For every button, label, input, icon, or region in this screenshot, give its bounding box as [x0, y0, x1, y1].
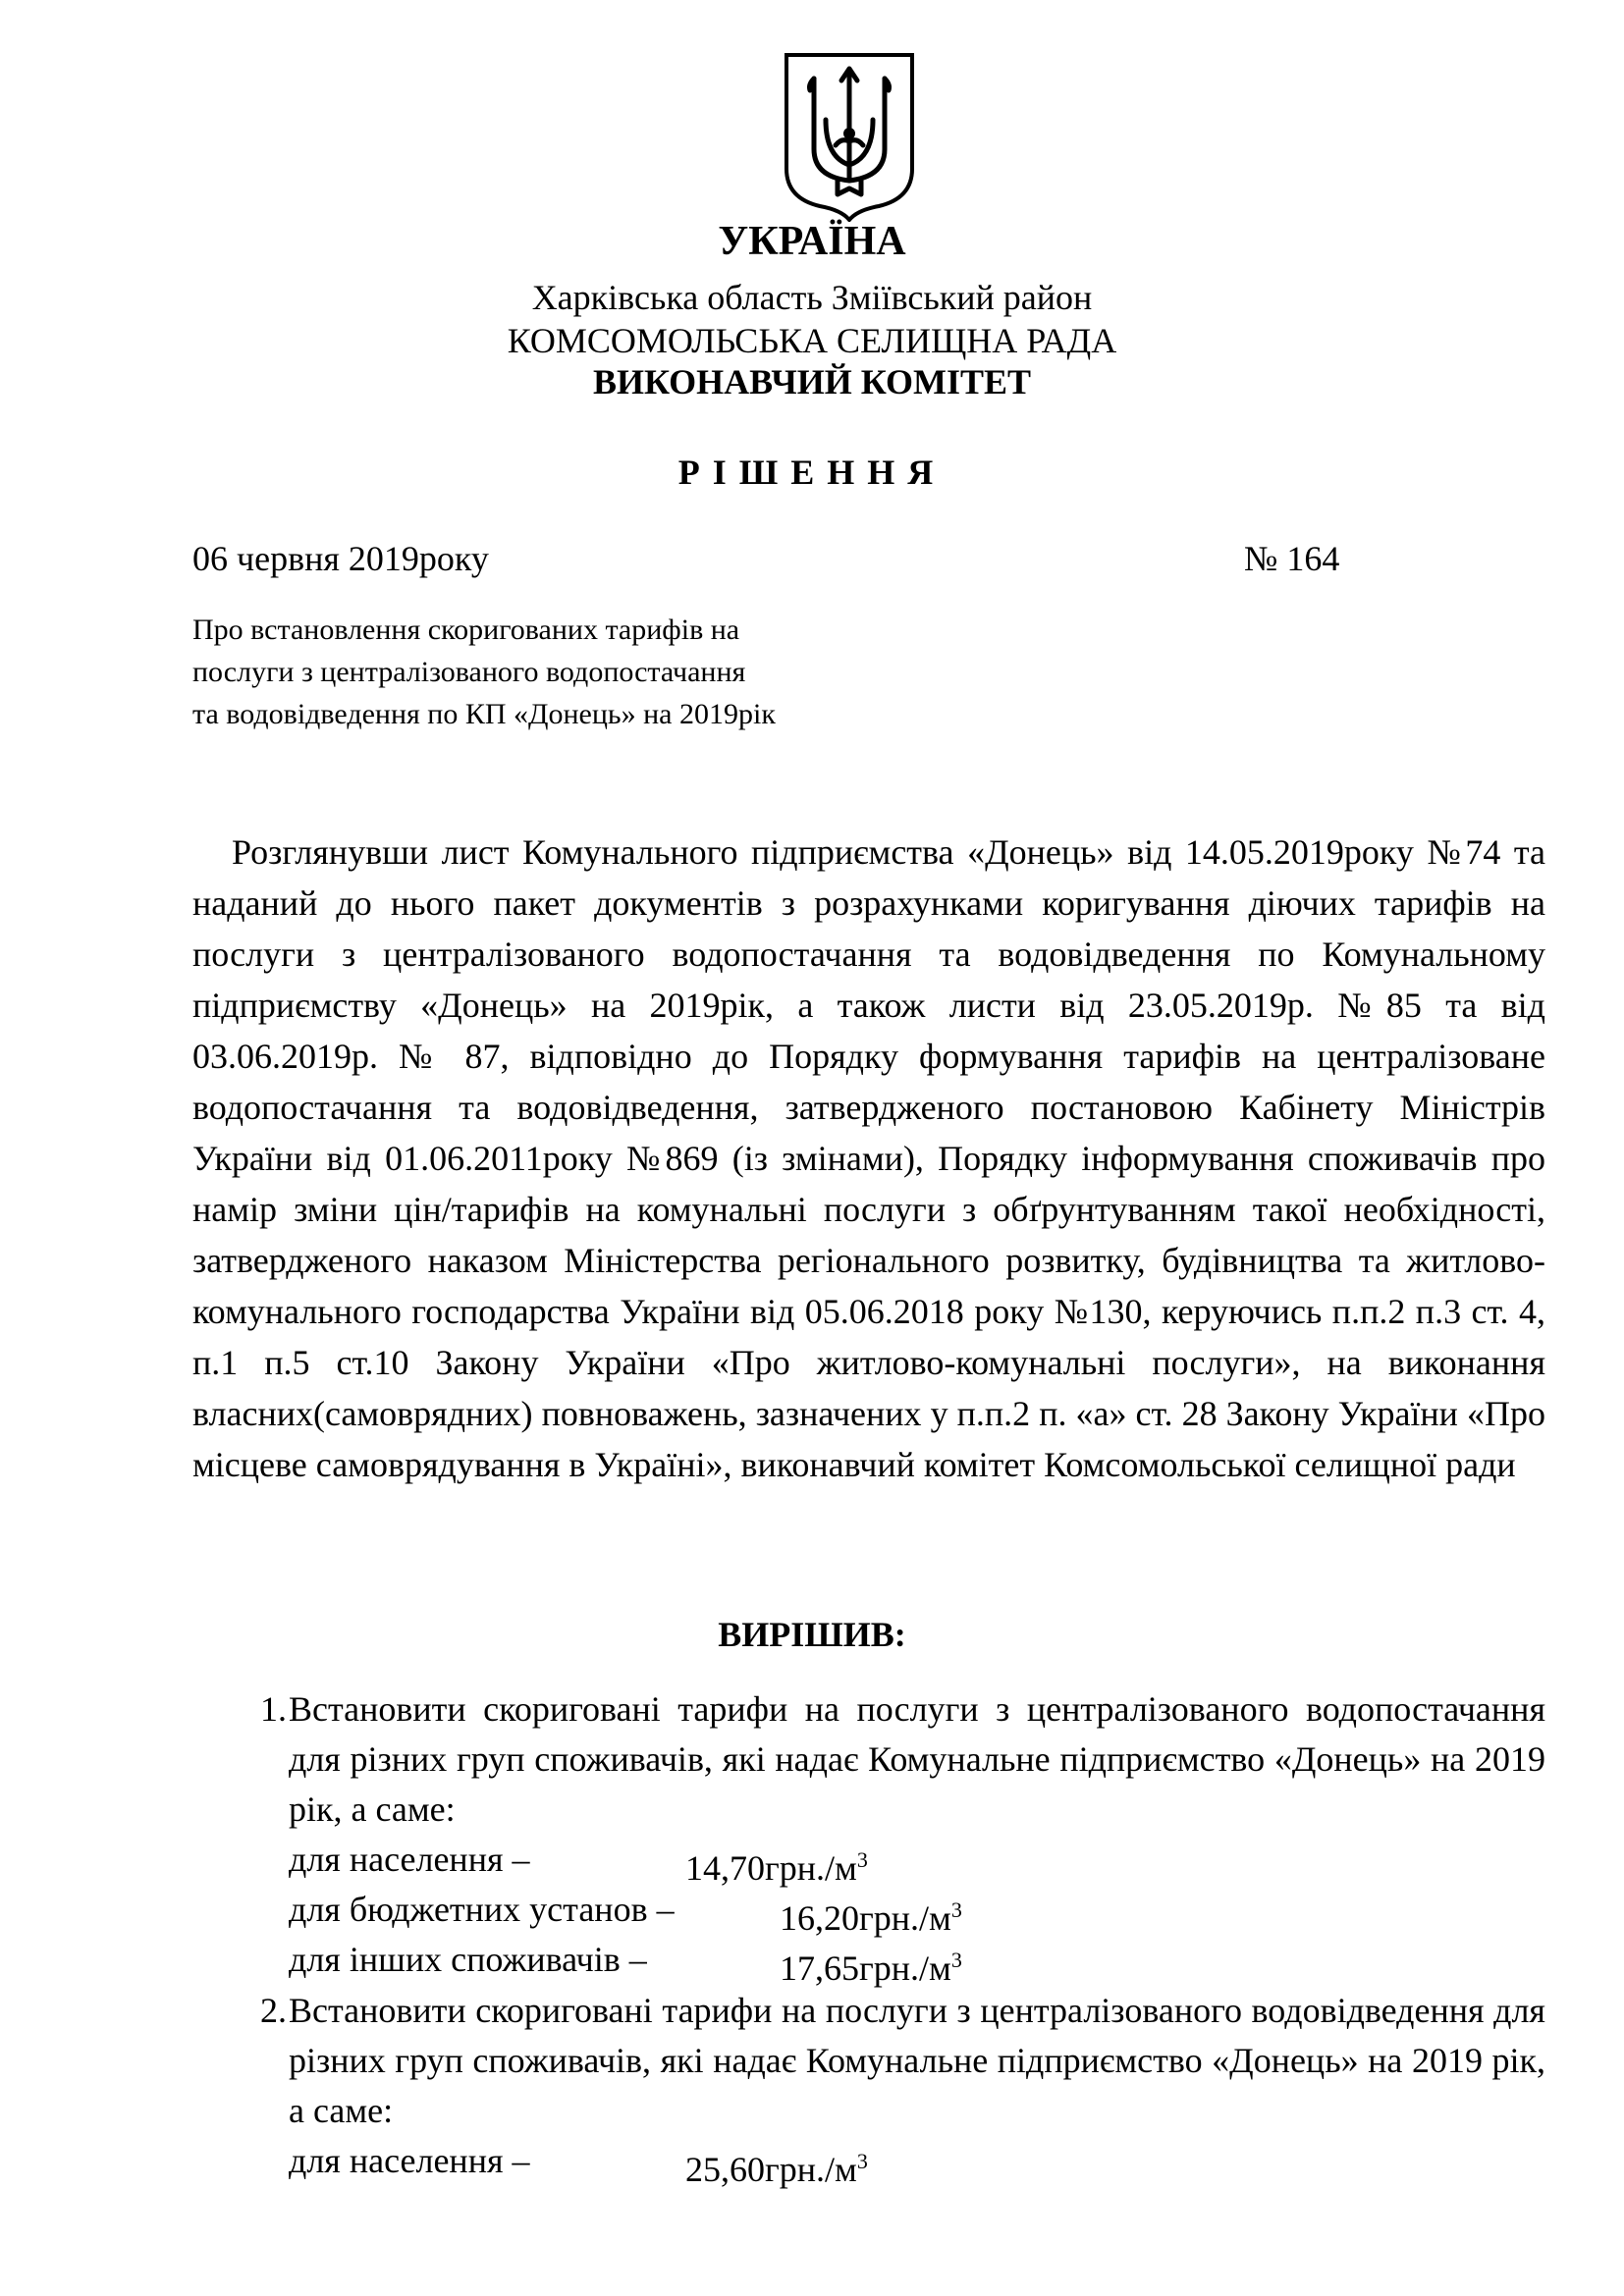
subject-line: Про встановлення скоригованих тарифів на: [192, 614, 740, 646]
resolution-item: [240, 1986, 1545, 2136]
tariff-label: для інших споживачів –: [289, 1940, 647, 1979]
subject-line: послуги з централізованого водопостачання: [192, 656, 746, 688]
executive-committee-title: ВИКОНАВЧИЙ КОМІТЕТ: [592, 362, 1032, 401]
tariff-value: $16,20грн./м^3$: [780, 1897, 962, 1938]
tariff-label: для бюджетних установ –: [289, 1890, 675, 1929]
region-line: Харківська область Зміївський район: [531, 278, 1093, 317]
decision-number: № 164: [1244, 539, 1340, 578]
preamble-paragraph: Розглянувши лист Комунального підприємства «Донець» від 14.05.2019року №74 та наданий до нього пакет документів з розрахунками коригування діючих тарифів на послуги з централізованого водопостачання та водовідведення по Комунальному підприємству «Донець» на 2019рік, а також листи від 23.05.2019р. №85 та від 03.06.2019р. № 87, відповідно до Порядку формування тарифів на централізоване водопостачання та водовідведення, затвердженого постановою Кабінету Міністрів України від 01.06.2011року №869 (із змінами), Порядку інформування споживачів про намір зміни цін/тарифів на комунальні послуги з обґрунтуванням такої необхідності, затвердженого наказом Міністерства регіонального розвитку, будівництва та житлово-комунального господарства України від 05.06.2018 року №130, керуючись п.п.2 п.3 ст. 4, п.1 п.5 ст.10 Закону України «Про житлово-комунальні послуги», на виконання власних(самоврядних) повноважень, зазначених у п.п.2 п. «а» ст. 28 Закону України «Про місцеве самоврядування в Україні», виконавчий комітет Комсомольської селищної ради: [192, 832, 1545, 1484]
subject-line: та водовідведення по КП «Донець» на 2019рік: [192, 698, 776, 730]
item-number: 2.: [260, 1991, 287, 2030]
decision-date: 06 червня 2019року: [192, 539, 489, 578]
tariff-value: $25,60грн./м^3$: [685, 2149, 868, 2189]
tariff-value: $17,65грн./м^3$: [780, 1948, 962, 1988]
tariff-label: для населення –: [289, 1840, 530, 1879]
decision-subject: [192, 609, 899, 735]
item-text: Встановити скориговані тарифи на послуги з централізованого водопостачання для різних груп споживачів, які надає Комунальне підприємство «Донець» на 2019 рік, а саме:: [289, 1689, 1545, 1829]
council-name: КОМСОМОЛЬСЬКА СЕЛИЩНА РАДА: [507, 321, 1117, 360]
document-type-heading: РІШЕННЯ: [677, 453, 947, 492]
tariff-value: $14,70грн./м^3$: [685, 1847, 868, 1888]
tariff-label: для населення –: [289, 2141, 530, 2180]
trident-coat-of-arms-icon: [781, 51, 918, 222]
resolution-item: [240, 1684, 1545, 1835]
item-text: Встановити скориговані тарифи на послуги з централізованого водовідведення для різних груп споживачів, які надає Комунальне підприємство «Донець» на 2019 рік, а саме:: [289, 1991, 1545, 2130]
item-number: 1.: [260, 1689, 287, 1729]
resolved-heading: ВИРІШИВ:: [718, 1615, 906, 1654]
country-title: УКРАЇНА: [718, 219, 906, 264]
